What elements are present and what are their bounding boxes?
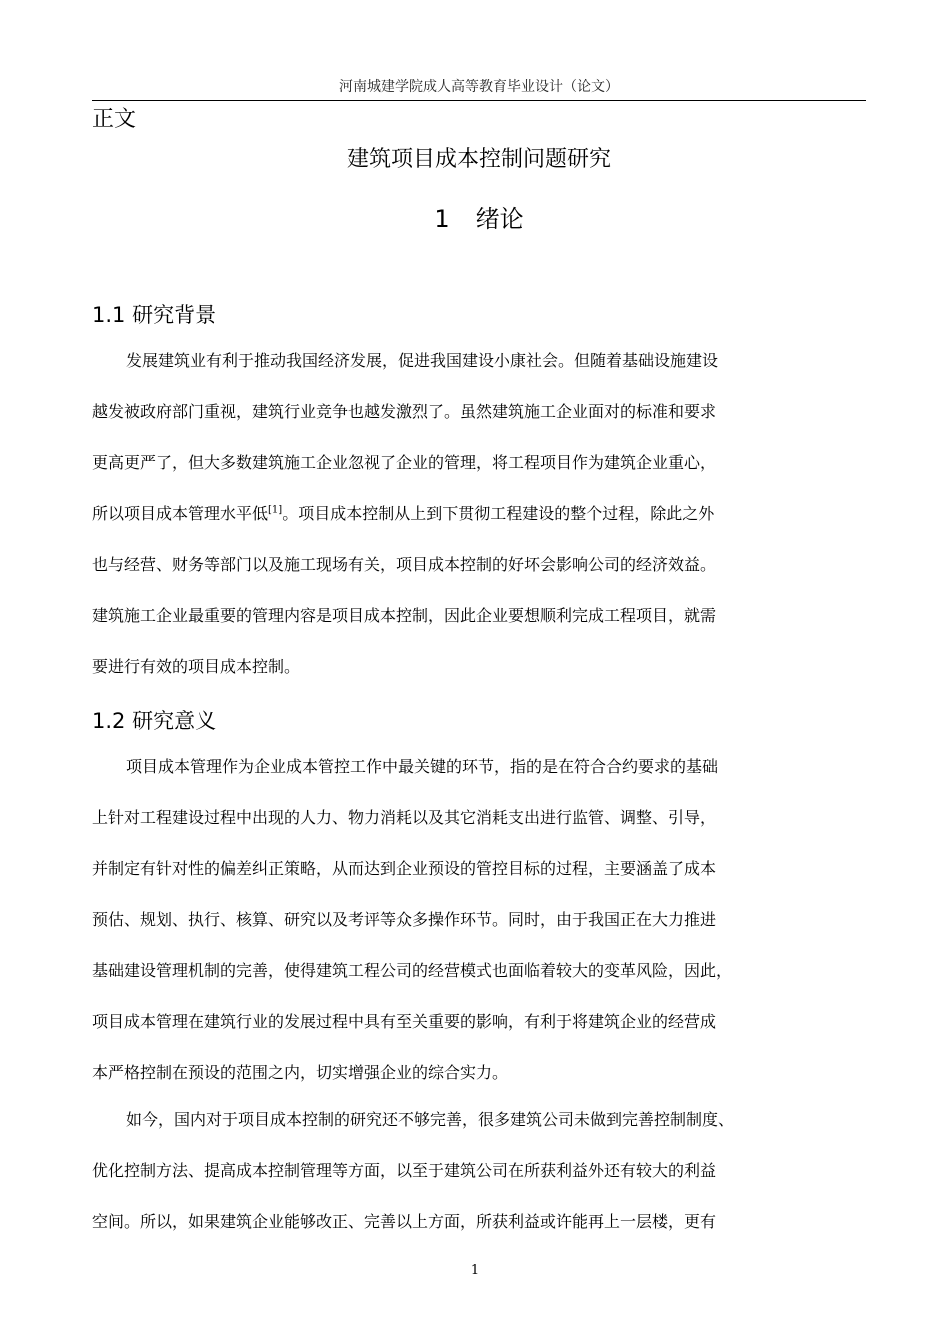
paragraph-line: 也与经营、财务等部门以及施工现场有关，项目成本控制的好坏会影响公司的经济效益。 (92, 555, 717, 574)
page-number: 1 (470, 1263, 480, 1278)
paragraph-line: 建筑施工企业最重要的管理内容是项目成本控制，因此企业要想顺利完成工程项目，就需 (92, 606, 717, 625)
section-heading-1-2: 1.2 研究意义 (92, 709, 217, 733)
paragraph-line: 优化控制方法、提高成本控制管理等方面，以至于建筑公司在所获利益外还有较大的利益 (92, 1161, 717, 1180)
paragraph-line: 上针对工程建设过程中出现的人力、物力消耗以及其它消耗支出进行监管、调整、引导， (92, 808, 717, 827)
paragraph-significance-1 (92, 741, 868, 1098)
paragraph-line-text: 所以项目成本管理水平低 (92, 504, 269, 523)
paragraph-line: 预估、规划、执行、核算、研究以及考评等众多操作环节。同时，由于我国正在大力推进 (92, 910, 717, 929)
chapter-title (92, 202, 866, 236)
paragraph-line: 空间。所以，如果建筑企业能够改正、完善以上方面，所获利益或许能再上一层楼，更有 (92, 1212, 717, 1231)
paragraph-line: 要进行有效的项目成本控制。 (92, 657, 301, 676)
citation-marker: [1] (268, 504, 283, 516)
running-header: 河南城建学院成人高等教育毕业设计（论文） (92, 76, 866, 101)
paragraph-line: 本严格控制在预设的范围之内，切实增强企业的综合实力。 (92, 1063, 509, 1082)
paragraph-line: 项目成本管理作为企业成本管控工作中最关键的环节，指的是在符合合约要求的基础 (126, 757, 719, 776)
chapter-name: 绪论 (475, 205, 524, 233)
section-heading-1-1: 1.1 研究背景 (92, 303, 217, 327)
document-title: 建筑项目成本控制问题研究 (346, 147, 611, 172)
paragraph-line-text: 。项目成本控制从上到下贯彻工程建设的整个过程，除此之外 (282, 504, 715, 523)
paragraph-line: 如今，国内对于项目成本控制的研究还不够完善，很多建筑公司未做到完善控制制度、 (126, 1110, 735, 1129)
paragraph-line: 基础建设管理机制的完善，使得建筑工程公司的经营模式也面临着较大的变革风险，因此， (92, 961, 733, 980)
chapter-number: 1 (434, 205, 450, 233)
paragraph-line: 更高更严了，但大多数建筑施工企业忽视了企业的管理，将工程项目作为建筑企业重心， (92, 453, 717, 472)
paragraph-line: 并制定有针对性的偏差纠正策略，从而达到企业预设的管控目标的过程，主要涵盖了成本 (92, 859, 717, 878)
paragraph-line: 发展建筑业有利于推动我国经济发展，促进我国建设小康社会。但随着基础设施建设 (126, 351, 719, 370)
paragraph-line: 项目成本管理在建筑行业的发展过程中具有至关重要的影响，有利于将建筑企业的经营成 (92, 1012, 717, 1031)
paragraph-significance-2 (92, 1094, 868, 1247)
paragraph-line-with-citation (92, 488, 868, 539)
paragraph-line: 越发被政府部门重视，建筑行业竞争也越发激烈了。虽然建筑施工企业面对的标准和要求 (92, 402, 717, 421)
section-label: 正文 (92, 107, 137, 132)
paragraph-background (92, 335, 868, 692)
